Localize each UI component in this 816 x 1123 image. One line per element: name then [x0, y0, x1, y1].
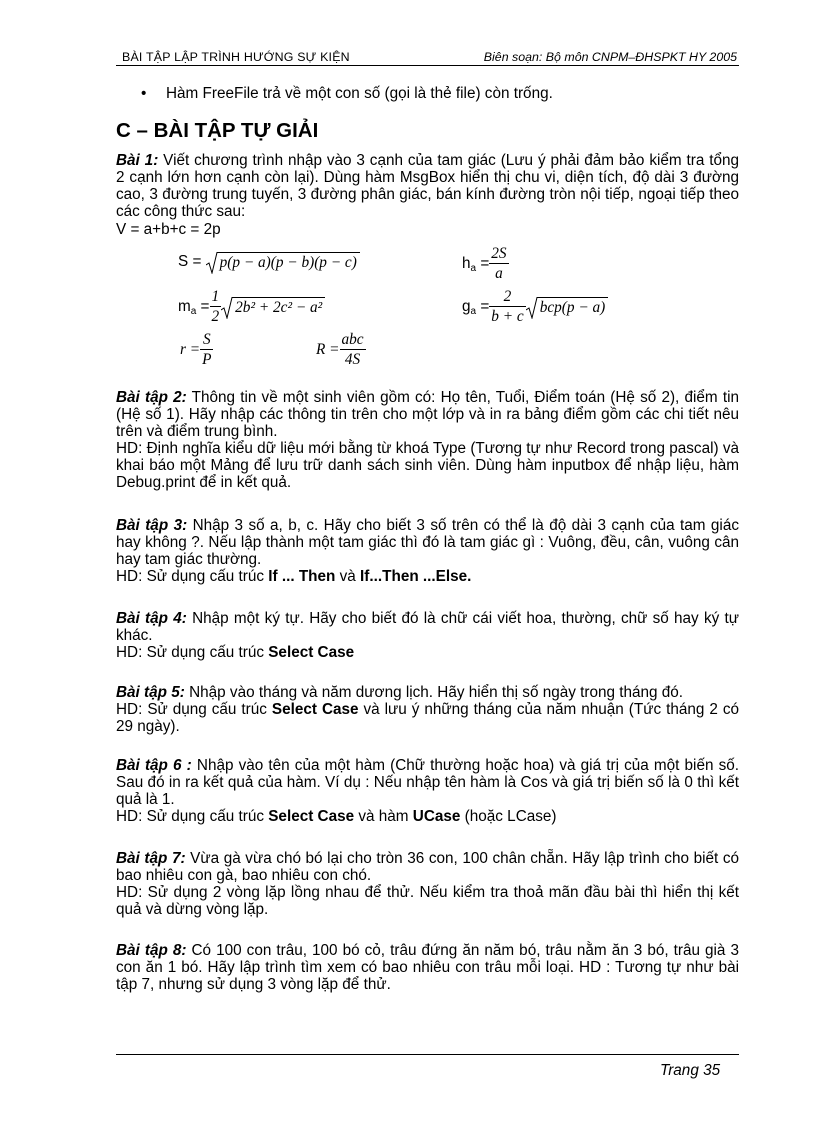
- formula-perimeter: V = a+b+c = 2p: [116, 221, 221, 238]
- formula-circumradius: R = $\frac{\text{abc}}{4S}$: [316, 331, 364, 368]
- exercise-text: Có 100 con trâu, 100 bó cỏ, trâu đứng ăn năm bó, trâu nằm ăn 3 bó, trâu già 3 con ăn 1 bó. Hãy lập trình tìm xem có bao nhiêu con trâu mỗi loại. HD : Tương tự như bài tập 7, nhưng sử dụng 3 vòng lặp để thử.: [116, 942, 739, 993]
- exercise-label: Bài tập 4:: [116, 610, 187, 627]
- page-number: Trang 35: [660, 1062, 721, 1079]
- formula-area: S = p(p − a)(p − b)(p − c): [178, 252, 360, 272]
- sqrt-symbol: p(p − a)(p − b)(p − c): [206, 252, 360, 272]
- section-title: C – BÀI TẬP TỰ GIẢI: [116, 119, 319, 142]
- fraction: $\frac{\text{abc}}{4S}$: [341, 331, 364, 368]
- formula-altitude: $h_a$ = $\frac{2S}{a}$: [462, 245, 507, 282]
- footer-divider: [116, 1054, 739, 1055]
- exercise-text: Viết chương trình nhập vào 3 cạnh của tam giác (Lưu ý phải đảm bảo kiểm tra tổng 2 cạnh lớn hơn cạnh còn lại). Dùng hàm MsgBox hiển thị chu vi, diện tích, độ dài 3 đường cao, 3 đường trung tuyến, 3 đường phân giác, bán kính đường tròn nội tiếp, ngoại tiếp theo các công thức sau:: [116, 152, 739, 220]
- fraction: $\frac{2S}{a}$: [491, 245, 507, 282]
- exercise-label: Bài tập 5:: [116, 684, 185, 701]
- exercise-5: [116, 684, 739, 735]
- exercise-label: Bài tập 7:: [116, 850, 186, 867]
- formula-bisector: $g_a$ = $\frac{2}{b + c}$ bcp(p − a): [462, 287, 608, 326]
- fraction: $\frac{1}{2}$: [211, 288, 220, 325]
- bullet-icon: •: [141, 85, 147, 102]
- formula-inradius: r = $\frac{S}{P}$: [180, 331, 212, 368]
- page-header: [116, 47, 739, 66]
- sqrt-symbol: bcp(p − a): [526, 297, 609, 317]
- exercise-hint: HD: Sử dụng cấu trúc Select Case: [116, 644, 355, 661]
- bullet-text: Hàm FreeFile trả về một con số (gọi là thẻ file) còn trống.: [166, 85, 553, 102]
- exercise-text: Thông tin về một sinh viên gồm có: Họ tên, Tuổi, Điểm toán (Hệ số 2), điểm tin (Hệ số 1). Hãy nhập các thông tin trên cho một lớp và in ra bảng điểm gồm các chi tiết nêu trên và điểm trung bình.: [116, 389, 739, 440]
- header-course-title: BÀI TẬP LẬP TRÌNH HƯỚNG SỰ KIỆN: [122, 50, 350, 64]
- exercise-7: [116, 850, 739, 918]
- exercise-6: [116, 757, 739, 825]
- fraction: $\frac{S}{P}$: [202, 331, 212, 368]
- exercise-text: Nhập 3 số a, b, c. Hãy cho biết 3 số trên có thể là độ dài 3 cạnh của tam giác hay không ?. Nếu lập thành một tam giác thì đó là tam giác gì : Vuông, đều, cân, vuông cân hay tam giác thường.: [116, 517, 739, 568]
- exercise-label: Bài tập 2:: [116, 389, 187, 406]
- exercise-text: Nhập vào tháng và năm dương lịch. Hãy hiển thị số ngày trong tháng đó.: [184, 684, 684, 701]
- fraction: $\frac{2}{b + c}$: [491, 288, 524, 325]
- exercise-text: Vừa gà vừa chó bó lại cho tròn 36 con, 100 chân chẵn. Hãy lập trình cho biết có bao nhiêu con gà, bao nhiêu con chó.: [116, 850, 739, 884]
- exercise-label: Bài tập 6 :: [116, 757, 192, 774]
- exercise-text: Nhập một ký tự. Hãy cho biết đó là chữ cái viết hoa, thường, chữ số hay ký tự khác.: [116, 610, 739, 644]
- exercise-1: [116, 152, 739, 220]
- exercise-4: [116, 610, 739, 661]
- exercise-hint: HD: Sử dụng 2 vòng lặp lồng nhau để thử. Nếu kiểm tra thoả mãn đầu bài thì hiển thị kết quả và dừng vòng lặp.: [116, 884, 739, 918]
- exercise-2: [116, 389, 739, 491]
- exercise-hint: HD: Sử dụng cấu trúc If ... Then và If...Then ...Else.: [116, 568, 472, 585]
- formula-median: $m_a$ = $\frac{1}{2}$ 2b² + 2c² − a²: [178, 287, 325, 326]
- exercise-hint: HD: Sử dụng cấu trúc Select Case và hàm UCase (hoặc LCase): [116, 808, 557, 825]
- exercise-hint: HD: Sử dụng cấu trúc Select Case và lưu ý những tháng của năm nhuận (Tức tháng 2 có 29 ngày).: [116, 701, 740, 735]
- exercise-8: [116, 942, 739, 993]
- exercise-label: Bài tập 3:: [116, 517, 188, 534]
- exercise-hint: HD: Định nghĩa kiểu dữ liệu mới bằng từ khoá Type (Tương tự như Record trong pascal) và khai báo một Mảng để lưu trữ danh sách sinh viên. Dùng hàm inputbox để nhập liệu, hàm Debug.print để in kết quả.: [116, 440, 739, 491]
- exercise-text: Nhập vào tên của một hàm (Chữ thường hoặc hoa) và giá trị của một biến số. Sau đó in ra kết quả của hàm. Ví dụ : Nếu nhập tên hàm là Cos và giá trị biến số là 0 thì kết quả là 1.: [116, 757, 740, 808]
- sqrt-symbol: 2b² + 2c² − a²: [221, 297, 325, 317]
- exercise-label: Bài 1:: [116, 152, 159, 169]
- exercise-label: Bài tập 8:: [116, 942, 187, 959]
- header-author: Biên soạn: Bộ môn CNPM–ĐHSPKT HY 2005: [483, 50, 737, 64]
- exercise-3: [116, 517, 739, 585]
